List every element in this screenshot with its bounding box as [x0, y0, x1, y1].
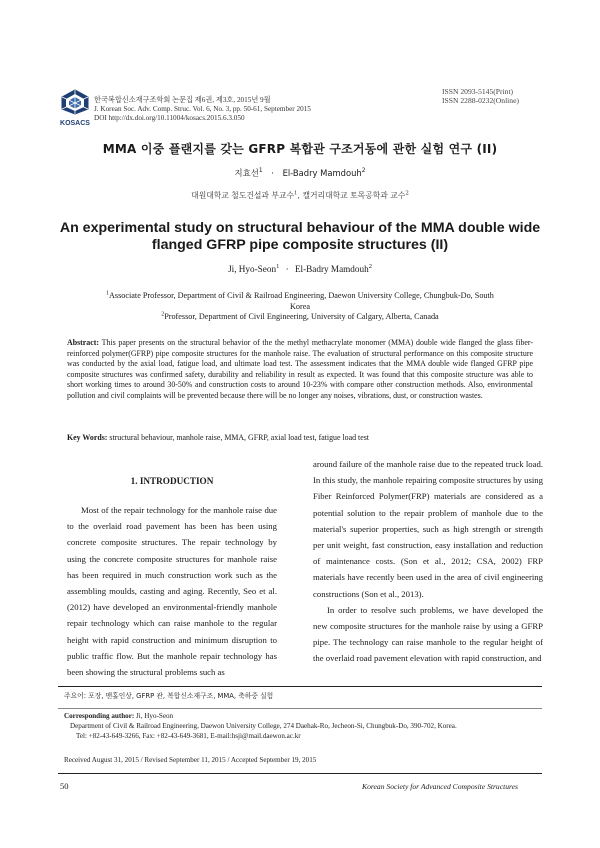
body-right-column	[313, 456, 543, 667]
english-authors: Ji, Hyo-Seon$^1$ · El-Badry Mamdouh$^2$	[228, 262, 372, 274]
doi-link[interactable]: DOI http://dx.doi.org/10.11004/kosacs.2015.6.3.050	[94, 114, 245, 122]
journal-header-en: J. Korean Soc. Adv. Comp. Struc. Vol. 6, No. 3, pp. 50-61, September 2015	[94, 105, 311, 113]
abstract-label: Abstract:	[67, 338, 99, 347]
english-affiliation-2: Professor, Department of Civil Engineering, University of Calgary, Alberta, Canada	[164, 312, 439, 321]
corresponding-address: Department of Civil & Railroad Engineering, Daewon University College, 274 Daehak-Ro, Jecheon-Si, Chungbuk-Do, 390-702, Korea.	[70, 722, 457, 730]
body-paragraph: In order to resolve such problems, we have developed the new composite structures for the manhole raise by using a GFRP pipe. The technology can raise manhole to the regular height of the overlaid road pavement elevation with rapid construction, and	[313, 604, 543, 664]
keywords-text: structural behaviour, manhole raise, MMA, GFRP, axial load test, fatigue load test	[109, 433, 369, 442]
corresponding-author	[64, 712, 173, 721]
english-title-line-1: An experimental study on structural behaviour of the MMA double wide	[59, 220, 541, 236]
abstract	[67, 338, 533, 401]
korean-author-2: El-Badry Mamdouh	[282, 168, 362, 178]
corresponding-label: Corresponding author:	[64, 712, 135, 720]
received-dates: Received August 31, 2015 / Revised September 11, 2015 / Accepted September 19, 2015	[64, 756, 317, 764]
english-title-line-2: flanged GFRP pipe composite structures (II)	[151, 237, 449, 253]
korean-title: MMA 이중 플랜지를 갖는 GFRP 복합관 구조거동에 관한 실험 연구 (II)	[102, 142, 498, 156]
page-number: 50	[60, 781, 69, 791]
footnote-divider-2	[58, 708, 542, 709]
korean-affiliations: 대원대학교 철도건설과 부교수$^1$, 캘거리대학교 토목공학과 교수$^2$	[191, 190, 409, 200]
corresponding-contact: Tel: +82-43-649-3266, Fax: +82-43-649-3681, E-mail:hsji@mail.daewon.ac.kr	[76, 732, 301, 740]
corresponding-name: Ji, Hyo-Seon	[136, 712, 174, 720]
keywords-label: Key Words:	[67, 433, 108, 442]
english-author-2: El-Badry Mamdouh	[294, 264, 369, 274]
society-name: Korean Society for Advanced Composite Structures	[362, 782, 518, 791]
korean-authors: 지효선$^1$ · El-Badry Mamdouh$^2$	[234, 168, 366, 178]
keywords	[67, 433, 533, 442]
author-separator: ·	[271, 168, 274, 178]
section-heading-introduction: 1. INTRODUCTION	[130, 476, 214, 486]
journal-logo	[58, 89, 92, 125]
footnote-divider	[58, 686, 542, 687]
issn-print: ISSN 2093-5145(Print)	[442, 87, 514, 96]
body-left-column	[67, 502, 277, 680]
footer-divider	[58, 773, 542, 774]
korean-affiliation-2: 캘거리대학교 토목공학과 교수	[302, 191, 406, 200]
body-paragraph: around failure of the manhole raise due to the repeated truck load. In this study, the manhole repairing composite structures by using Fiber Reinforced Polymer(FRP) materials are considered as a potential solution to the repair problem of manhole due to the material's superior properties, such as high strength or strength per unit weight, fast construction, easy installation and reduction of maintenance costs. (Son et al., 2012; CSA, 2002) FRP materials have recently been used in the area of civil engineering constructions (Son et al., 2013).	[313, 459, 543, 599]
kosacs-emblem-icon	[58, 89, 92, 115]
english-title	[40, 220, 560, 254]
logo-text: KOSACS	[60, 120, 90, 127]
body-paragraph: Most of the repair technology for the manhole raise due to the overlaid road pavement has been has been using concrete composite structures. The repair technology by using the concrete composite structures for manhole raise has been required in much construction work such as the assembling moulds, casting and aging. Recently, Seo et al. (2012) have developed an environmental-friendly manhole repair technology which can raise manhole to the regular height with rapid construction and minimum disruption to public traffic flow. But the manhole repair technology has been showing the structural problems such as	[67, 505, 277, 678]
issn-online: ISSN 2288-0232(Online)	[442, 96, 519, 105]
english-affiliations: $^1$Associate Professor, Department of Civil & Railroad Engineering, Daewon University College, Chungbuk-Do, South Korea $^2$Professor, Department of Civil Engineering, University of Calgary, Alberta, Canada	[70, 291, 530, 323]
korean-keywords: 주요어: 포장, 맨홀인상, GFRP 관, 복합신소재구조, MMA, 축하중 실험	[64, 692, 274, 700]
english-affiliation-1: Associate Professor, Department of Civil & Railroad Engineering, Daewon University College, Chungbuk-Do, South	[109, 291, 494, 300]
abstract-text: This paper presents on the structural behavior of the the methyl methacrylate monomer (MMA) double wide flanged the glass fiber-reinforced polymer(GFRP) pipe composite structures for the manhole raise. The evaluation of structural performance on this composite structure was conducted by the axial load, fatigue load, and ultimate load test. The assessment indicates that the MMA double wide flanged GFRP pipe composite structures was confirmed safety, durability and reliability in result as expected. It was found that this composite structure was able to short working times to around 30-50% and construction costs to around 10-23% with compare other construction methods. Also, environmental pollution and civil complaints will be prevented because there will be no longer any noises, vibrations, dust, or construction wastes.	[67, 338, 533, 400]
korean-affiliation-1: 대원대학교 철도건설과 부교수	[191, 191, 295, 200]
journal-header-ko: 한국복합신소재구조학회 논문집 제6권, 제3호, 2015년 9월	[94, 96, 271, 104]
english-affiliation-1-cont: Korea	[289, 301, 310, 311]
english-author-1: Ji, Hyo-Seon	[228, 264, 277, 274]
korean-author-1: 지효선	[234, 168, 259, 178]
